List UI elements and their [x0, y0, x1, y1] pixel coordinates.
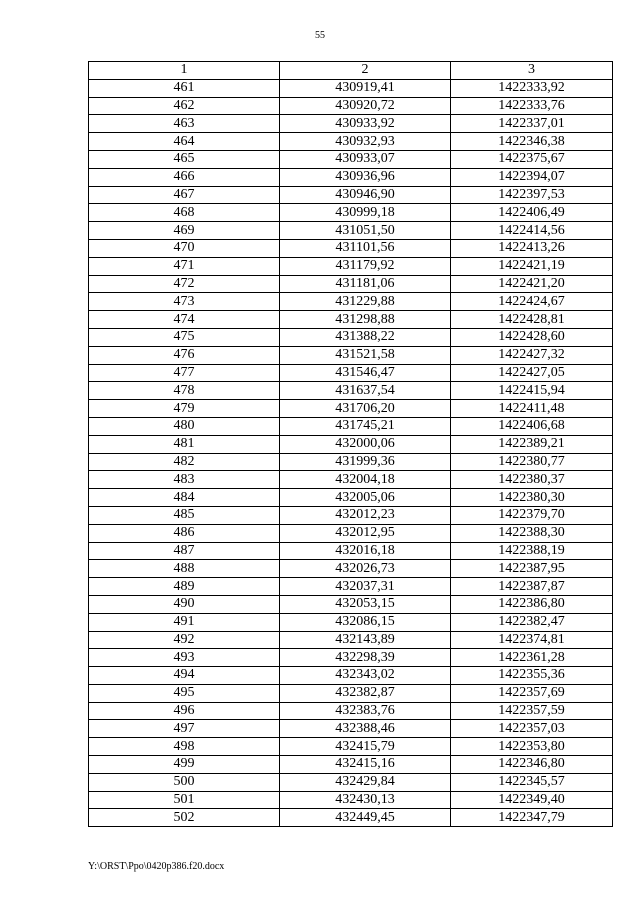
x-coordinate-cell: 430933,07 [280, 150, 451, 168]
y-coordinate-cell: 1422382,47 [451, 613, 613, 631]
y-coordinate-cell: 1422357,69 [451, 684, 613, 702]
y-coordinate-cell: 1422394,07 [451, 168, 613, 186]
y-coordinate-cell: 1422388,19 [451, 542, 613, 560]
table-row [89, 400, 613, 418]
table-row [89, 524, 613, 542]
y-coordinate-cell: 1422413,26 [451, 239, 613, 257]
x-coordinate-cell: 431999,36 [280, 453, 451, 471]
y-coordinate-cell: 1422411,48 [451, 400, 613, 418]
point-number-cell: 469 [89, 222, 280, 240]
x-coordinate-cell: 431745,21 [280, 417, 451, 435]
point-number-cell: 490 [89, 595, 280, 613]
x-coordinate-cell: 431298,88 [280, 311, 451, 329]
x-coordinate-cell: 432026,73 [280, 560, 451, 578]
y-coordinate-cell: 1422353,80 [451, 738, 613, 756]
table-row [89, 275, 613, 293]
point-number-cell: 495 [89, 684, 280, 702]
y-coordinate-cell: 1422357,03 [451, 720, 613, 738]
table-row [89, 204, 613, 222]
x-coordinate-cell: 431706,20 [280, 400, 451, 418]
table-row [89, 489, 613, 507]
point-number-cell: 482 [89, 453, 280, 471]
table-row [89, 222, 613, 240]
point-number-cell: 488 [89, 560, 280, 578]
y-coordinate-cell: 1422406,68 [451, 417, 613, 435]
point-number-cell: 478 [89, 382, 280, 400]
x-coordinate-cell: 430919,41 [280, 79, 451, 97]
table-row [89, 613, 613, 631]
point-number-cell: 479 [89, 400, 280, 418]
table-row [89, 471, 613, 489]
x-coordinate-cell: 432012,95 [280, 524, 451, 542]
y-coordinate-cell: 1422388,30 [451, 524, 613, 542]
point-number-cell: 481 [89, 435, 280, 453]
y-coordinate-cell: 1422380,37 [451, 471, 613, 489]
table-row [89, 133, 613, 151]
table-row [89, 115, 613, 133]
y-coordinate-cell: 1422347,79 [451, 809, 613, 827]
table-row [89, 293, 613, 311]
x-coordinate-cell: 432143,89 [280, 631, 451, 649]
y-coordinate-cell: 1422380,77 [451, 453, 613, 471]
table-row [89, 79, 613, 97]
y-coordinate-cell: 1422337,01 [451, 115, 613, 133]
table-row [89, 738, 613, 756]
table-row [89, 453, 613, 471]
x-coordinate-cell: 432000,06 [280, 435, 451, 453]
point-number-cell: 473 [89, 293, 280, 311]
y-coordinate-cell: 1422379,70 [451, 506, 613, 524]
point-number-cell: 497 [89, 720, 280, 738]
y-coordinate-cell: 1422380,30 [451, 489, 613, 507]
point-number-cell: 492 [89, 631, 280, 649]
table-body [89, 79, 613, 826]
point-number-cell: 502 [89, 809, 280, 827]
point-number-cell: 493 [89, 649, 280, 667]
point-number-cell: 475 [89, 328, 280, 346]
y-coordinate-cell: 1422346,80 [451, 756, 613, 774]
x-coordinate-cell: 432415,79 [280, 738, 451, 756]
point-number-cell: 487 [89, 542, 280, 560]
point-number-cell: 500 [89, 773, 280, 791]
y-coordinate-cell: 1422361,28 [451, 649, 613, 667]
x-coordinate-cell: 432383,76 [280, 702, 451, 720]
point-number-cell: 470 [89, 239, 280, 257]
y-coordinate-cell: 1422333,92 [451, 79, 613, 97]
x-coordinate-cell: 430920,72 [280, 97, 451, 115]
table-row [89, 702, 613, 720]
footer-file-path: Y:\ORST\Ppo\0420p386.f20.docx [88, 861, 225, 872]
table-row [89, 756, 613, 774]
table-row [89, 542, 613, 560]
y-coordinate-cell: 1422415,94 [451, 382, 613, 400]
x-coordinate-cell: 432430,13 [280, 791, 451, 809]
point-number-cell: 501 [89, 791, 280, 809]
point-number-cell: 484 [89, 489, 280, 507]
point-number-cell: 467 [89, 186, 280, 204]
table-row [89, 649, 613, 667]
y-coordinate-cell: 1422406,49 [451, 204, 613, 222]
y-coordinate-cell: 1422421,20 [451, 275, 613, 293]
column-header-3: 3 [451, 62, 613, 80]
point-number-cell: 461 [89, 79, 280, 97]
y-coordinate-cell: 1422424,67 [451, 293, 613, 311]
table-row [89, 150, 613, 168]
y-coordinate-cell: 1422346,38 [451, 133, 613, 151]
table-row [89, 720, 613, 738]
x-coordinate-cell: 432388,46 [280, 720, 451, 738]
y-coordinate-cell: 1422345,57 [451, 773, 613, 791]
coordinates-table [88, 61, 613, 827]
x-coordinate-cell: 431051,50 [280, 222, 451, 240]
point-number-cell: 489 [89, 578, 280, 596]
y-coordinate-cell: 1422427,05 [451, 364, 613, 382]
point-number-cell: 494 [89, 667, 280, 685]
x-coordinate-cell: 431229,88 [280, 293, 451, 311]
point-number-cell: 476 [89, 346, 280, 364]
table-row [89, 435, 613, 453]
x-coordinate-cell: 431101,56 [280, 239, 451, 257]
table-row [89, 417, 613, 435]
x-coordinate-cell: 430933,92 [280, 115, 451, 133]
table-row [89, 382, 613, 400]
table-row [89, 364, 613, 382]
point-number-cell: 491 [89, 613, 280, 631]
table-row [89, 328, 613, 346]
y-coordinate-cell: 1422375,67 [451, 150, 613, 168]
table-row [89, 773, 613, 791]
table-row [89, 311, 613, 329]
point-number-cell: 471 [89, 257, 280, 275]
x-coordinate-cell: 432005,06 [280, 489, 451, 507]
y-coordinate-cell: 1422428,60 [451, 328, 613, 346]
x-coordinate-cell: 432415,16 [280, 756, 451, 774]
y-coordinate-cell: 1422374,81 [451, 631, 613, 649]
table-row [89, 667, 613, 685]
x-coordinate-cell: 431388,22 [280, 328, 451, 346]
point-number-cell: 496 [89, 702, 280, 720]
y-coordinate-cell: 1422357,59 [451, 702, 613, 720]
x-coordinate-cell: 431637,54 [280, 382, 451, 400]
y-coordinate-cell: 1422428,81 [451, 311, 613, 329]
x-coordinate-cell: 432037,31 [280, 578, 451, 596]
x-coordinate-cell: 432012,23 [280, 506, 451, 524]
table-row [89, 578, 613, 596]
point-number-cell: 485 [89, 506, 280, 524]
point-number-cell: 465 [89, 150, 280, 168]
x-coordinate-cell: 431181,06 [280, 275, 451, 293]
x-coordinate-cell: 432449,45 [280, 809, 451, 827]
table-row [89, 791, 613, 809]
y-coordinate-cell: 1422421,19 [451, 257, 613, 275]
point-number-cell: 466 [89, 168, 280, 186]
y-coordinate-cell: 1422387,87 [451, 578, 613, 596]
table-row [89, 595, 613, 613]
point-number-cell: 499 [89, 756, 280, 774]
x-coordinate-cell: 430936,96 [280, 168, 451, 186]
x-coordinate-cell: 431521,58 [280, 346, 451, 364]
point-number-cell: 480 [89, 417, 280, 435]
point-number-cell: 463 [89, 115, 280, 133]
x-coordinate-cell: 432016,18 [280, 542, 451, 560]
table-row [89, 239, 613, 257]
table-row [89, 346, 613, 364]
table-row [89, 257, 613, 275]
x-coordinate-cell: 430946,90 [280, 186, 451, 204]
table-row [89, 560, 613, 578]
x-coordinate-cell: 431179,92 [280, 257, 451, 275]
y-coordinate-cell: 1422414,56 [451, 222, 613, 240]
point-number-cell: 464 [89, 133, 280, 151]
point-number-cell: 474 [89, 311, 280, 329]
table-row [89, 631, 613, 649]
y-coordinate-cell: 1422397,53 [451, 186, 613, 204]
y-coordinate-cell: 1422387,95 [451, 560, 613, 578]
point-number-cell: 483 [89, 471, 280, 489]
x-coordinate-cell: 432053,15 [280, 595, 451, 613]
y-coordinate-cell: 1422349,40 [451, 791, 613, 809]
x-coordinate-cell: 432343,02 [280, 667, 451, 685]
x-coordinate-cell: 430999,18 [280, 204, 451, 222]
table-row [89, 684, 613, 702]
column-header-1: 1 [89, 62, 280, 80]
x-coordinate-cell: 431546,47 [280, 364, 451, 382]
point-number-cell: 477 [89, 364, 280, 382]
page-number: 55 [315, 30, 325, 41]
x-coordinate-cell: 432086,15 [280, 613, 451, 631]
x-coordinate-cell: 432004,18 [280, 471, 451, 489]
y-coordinate-cell: 1422389,21 [451, 435, 613, 453]
x-coordinate-cell: 432298,39 [280, 649, 451, 667]
column-header-2: 2 [280, 62, 451, 80]
x-coordinate-cell: 432429,84 [280, 773, 451, 791]
point-number-cell: 472 [89, 275, 280, 293]
point-number-cell: 498 [89, 738, 280, 756]
x-coordinate-cell: 432382,87 [280, 684, 451, 702]
point-number-cell: 468 [89, 204, 280, 222]
table-header-row [89, 62, 613, 80]
y-coordinate-cell: 1422355,36 [451, 667, 613, 685]
table-row [89, 506, 613, 524]
y-coordinate-cell: 1422427,32 [451, 346, 613, 364]
point-number-cell: 462 [89, 97, 280, 115]
x-coordinate-cell: 430932,93 [280, 133, 451, 151]
y-coordinate-cell: 1422333,76 [451, 97, 613, 115]
table-row [89, 168, 613, 186]
y-coordinate-cell: 1422386,80 [451, 595, 613, 613]
table-row [89, 809, 613, 827]
table-row [89, 97, 613, 115]
point-number-cell: 486 [89, 524, 280, 542]
table-row [89, 186, 613, 204]
